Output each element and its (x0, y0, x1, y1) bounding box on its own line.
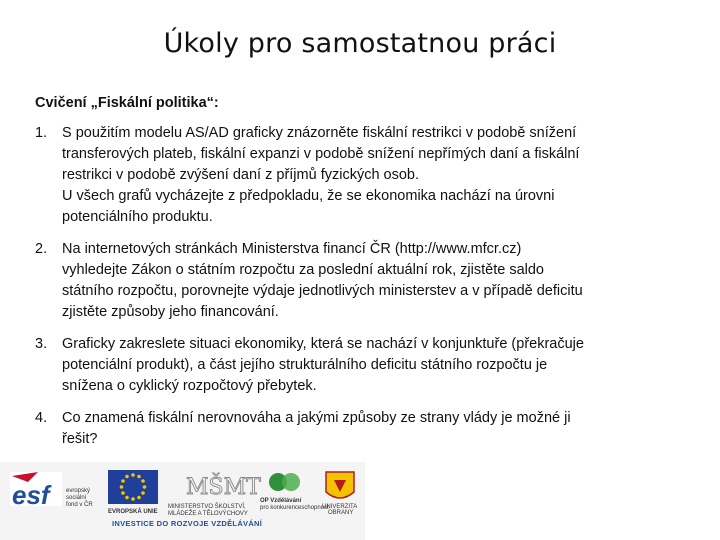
op-text-line: OP Vzdělávání (260, 498, 302, 504)
op-vk-logo (258, 468, 329, 518)
task-text-line: potenciálního produktu. (62, 209, 213, 225)
task-text-line: U všech grafů vycházejte z předpokladu, že se ekonomika nachází na úrovni (62, 188, 555, 204)
task-text-line: vyhledejte Zákon o státním rozpočtu za poslední aktuální rok, zjistěte saldo (62, 262, 544, 278)
task-text-line: zjistěte způsoby jeho financování. (62, 304, 279, 320)
task-number: 2. (35, 241, 48, 257)
esf-text-line: evropský (66, 488, 91, 494)
msmt-text-line: MINISTERSTVO ŠKOLSTVÍ, (168, 504, 246, 510)
eu-text: EVROPSKÁ UNIE (108, 509, 158, 515)
msmt-logo (164, 464, 259, 518)
msmt-text-line: MLÁDEŽE A TĚLOVÝCHOVY (168, 511, 248, 517)
task-text-line: potenciální produkt), a část jejího strukturálního deficitu státního rozpočtu je (62, 357, 548, 373)
univ-text-line: UNIVERZITA (322, 504, 358, 510)
esf-logo (8, 468, 103, 518)
task-number: 4. (35, 410, 48, 426)
task-list (35, 123, 685, 461)
footer-logo-strip (0, 462, 720, 540)
exercise-heading: Cvičení „Fiskální politika“: (35, 95, 219, 111)
op-text-line: pro konkurenceschopnost (260, 505, 329, 511)
task-number: 1. (35, 125, 48, 141)
msmt-mark: MŠMT (186, 475, 261, 500)
eu-flag-logo (106, 468, 162, 516)
task-text-line: snížena o cyklický rozpočtový přebytek. (62, 378, 317, 394)
task-item (35, 408, 685, 450)
task-item (35, 239, 685, 323)
task-text-line: Graficky zakreslete situaci ekonomiky, která se nachází v konjunktuře (překračuje (62, 336, 584, 352)
task-text-line: státního rozpočtu, porovnejte výdaje jednotlivých ministerstev a v případě deficitu (62, 283, 583, 299)
task-text-line: Co znamená fiskální nerovnováha a jakými způsoby ze strany vlády je možné ji (62, 410, 571, 426)
task-number: 3. (35, 336, 48, 352)
esf-text-line: sociální (66, 495, 87, 501)
task-text-line: Na internetových stránkách Ministerstva financí ČR (http://www.mfcr.cz) (62, 241, 522, 257)
investment-slogan: INVESTICE DO ROZVOJE VZDĚLÁVÁNÍ (112, 519, 263, 528)
univ-text-line: OBRANY (328, 510, 354, 516)
task-item (35, 123, 685, 228)
task-text-line: transferových plateb, fiskální expanzi v podobě snížení nepřímých daní a fiskální (62, 146, 580, 162)
esf-text-line: fond v ČR (66, 502, 93, 508)
task-text-line: restrikci v podobě zvýšení daní z příjmů fyzických osob. (62, 167, 420, 183)
university-logo (318, 468, 362, 518)
esf-mark: esf (12, 480, 50, 510)
page-title: Úkoly pro samostatnou práci (163, 28, 557, 59)
task-text-line: řešit? (62, 431, 98, 447)
task-item (35, 334, 685, 397)
task-text-line: S použitím modelu AS/AD graficky znázorněte fiskální restrikci v podobě snížení (62, 125, 577, 141)
